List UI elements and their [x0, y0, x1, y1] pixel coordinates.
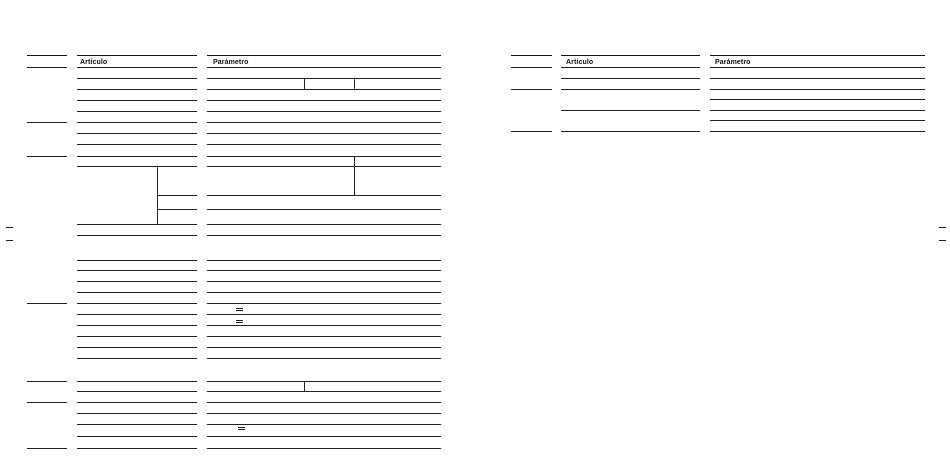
left-parameter-row-rule — [207, 144, 441, 145]
right-parameter-row-rule — [710, 110, 925, 111]
right-category-divider — [511, 89, 552, 90]
left-article-row-rule — [77, 391, 197, 392]
left-category-divider — [27, 381, 67, 382]
left-article-row-rule — [77, 336, 197, 337]
right-parameter-row-rule — [710, 78, 925, 79]
left-table-article-header: Artículo — [80, 59, 108, 66]
left-parameter-row-rule — [207, 235, 441, 236]
left-article-row-rule — [77, 89, 197, 90]
left-parameter-row-rule — [207, 89, 441, 90]
right-parameter-row-rule — [710, 120, 925, 121]
left-article-subrow-rule — [157, 209, 197, 210]
left-article-row-rule — [77, 436, 197, 437]
right-margin-crop-mark — [939, 240, 946, 241]
right-table-parameter-top-rule — [710, 55, 925, 56]
left-parameter-row-rule — [207, 381, 441, 382]
left-parameter-cell-divider — [304, 381, 305, 391]
left-parameter-row-rule — [207, 424, 441, 425]
left-article-row-rule — [77, 358, 197, 359]
left-parameter-row-rule — [207, 209, 441, 210]
left-parameter-row-rule — [207, 281, 441, 282]
right-table-header-rule-category — [511, 67, 552, 68]
left-article-row-rule — [77, 78, 197, 79]
right-article-row-rule — [561, 78, 700, 79]
left-table-parameter-top-rule — [207, 55, 441, 56]
right-table-category-top-rule — [511, 55, 552, 56]
left-article-row-rule — [77, 144, 197, 145]
left-article-row-rule — [77, 111, 197, 112]
left-parameter-bottom-rule — [207, 448, 441, 449]
right-article-bottom-rule — [561, 131, 700, 132]
left-parameter-row-rule — [207, 303, 441, 304]
left-parameter-row-rule — [207, 166, 441, 167]
left-parameter-row-rule — [207, 78, 441, 79]
left-table-parameter-header: Parámetro — [213, 59, 249, 66]
left-article-row-rule — [77, 303, 197, 304]
left-table-header-rule-category — [27, 67, 67, 68]
left-article-row-rule — [77, 166, 197, 167]
right-table-article-top-rule — [561, 55, 700, 56]
left-margin-crop-mark — [6, 240, 13, 241]
left-category-divider — [27, 122, 67, 123]
right-article-row-rule — [561, 110, 700, 111]
equals-mark-icon — [238, 427, 245, 430]
left-parameter-row-rule — [207, 195, 441, 196]
left-category-divider — [27, 156, 67, 157]
left-parameter-row-rule — [207, 156, 441, 157]
right-parameter-bottom-rule — [710, 131, 925, 132]
right-table-header-rule-parameter — [710, 67, 925, 68]
left-parameter-row-rule — [207, 436, 441, 437]
left-article-subcolumn-divider — [157, 166, 158, 224]
left-table-header-rule-parameter — [207, 67, 441, 68]
left-article-row-rule — [77, 325, 197, 326]
left-parameter-row-rule — [207, 111, 441, 112]
left-category-divider — [27, 303, 67, 304]
left-article-row-rule — [77, 270, 197, 271]
left-parameter-cell-divider — [354, 78, 355, 89]
left-parameter-row-rule — [207, 100, 441, 101]
left-parameter-row-rule — [207, 402, 441, 403]
left-article-row-rule — [77, 381, 197, 382]
left-article-row-rule — [77, 133, 197, 134]
right-parameter-row-rule — [710, 99, 925, 100]
left-article-row-rule — [77, 402, 197, 403]
left-parameter-cell-divider — [354, 156, 355, 195]
left-article-row-rule — [77, 235, 197, 236]
right-margin-crop-mark — [939, 227, 946, 228]
left-article-bottom-rule — [77, 448, 197, 449]
right-table-article-header: Artículo — [566, 59, 594, 66]
left-parameter-row-rule — [207, 413, 441, 414]
left-parameter-row-rule — [207, 122, 441, 123]
left-parameter-row-rule — [207, 260, 441, 261]
left-article-row-rule — [77, 347, 197, 348]
left-parameter-row-rule — [207, 336, 441, 337]
left-category-divider — [27, 402, 67, 403]
left-parameter-row-rule — [207, 133, 441, 134]
left-table-article-top-rule — [77, 55, 197, 56]
left-article-row-rule — [77, 260, 197, 261]
left-article-row-rule — [77, 281, 197, 282]
left-category-bottom-rule — [27, 448, 67, 449]
right-category-bottom-rule — [511, 131, 552, 132]
left-article-row-rule — [77, 413, 197, 414]
right-table-header-rule-article — [561, 67, 700, 68]
left-table-header-rule-article — [77, 67, 197, 68]
right-article-row-rule — [561, 89, 700, 90]
left-parameter-row-rule — [207, 314, 441, 315]
left-parameter-row-rule — [207, 224, 441, 225]
equals-mark-icon — [236, 308, 243, 311]
left-article-row-rule — [77, 224, 197, 225]
left-parameter-row-rule — [207, 270, 441, 271]
right-table-parameter-header: Parámetro — [715, 59, 751, 66]
left-article-row-rule — [77, 314, 197, 315]
equals-mark-icon — [236, 320, 243, 323]
left-article-row-rule — [77, 156, 197, 157]
right-parameter-row-rule — [710, 89, 925, 90]
left-table-category-top-rule — [27, 55, 67, 56]
left-parameter-row-rule — [207, 292, 441, 293]
left-parameter-row-rule — [207, 358, 441, 359]
left-article-row-rule — [77, 424, 197, 425]
left-parameter-row-rule — [207, 347, 441, 348]
left-article-row-rule — [77, 122, 197, 123]
left-margin-crop-mark — [6, 227, 13, 228]
left-parameter-row-rule — [207, 391, 441, 392]
left-article-row-rule — [77, 292, 197, 293]
left-article-row-rule — [77, 100, 197, 101]
left-article-subrow-rule — [157, 195, 197, 196]
left-parameter-row-rule — [207, 325, 441, 326]
left-parameter-cell-divider — [304, 78, 305, 89]
